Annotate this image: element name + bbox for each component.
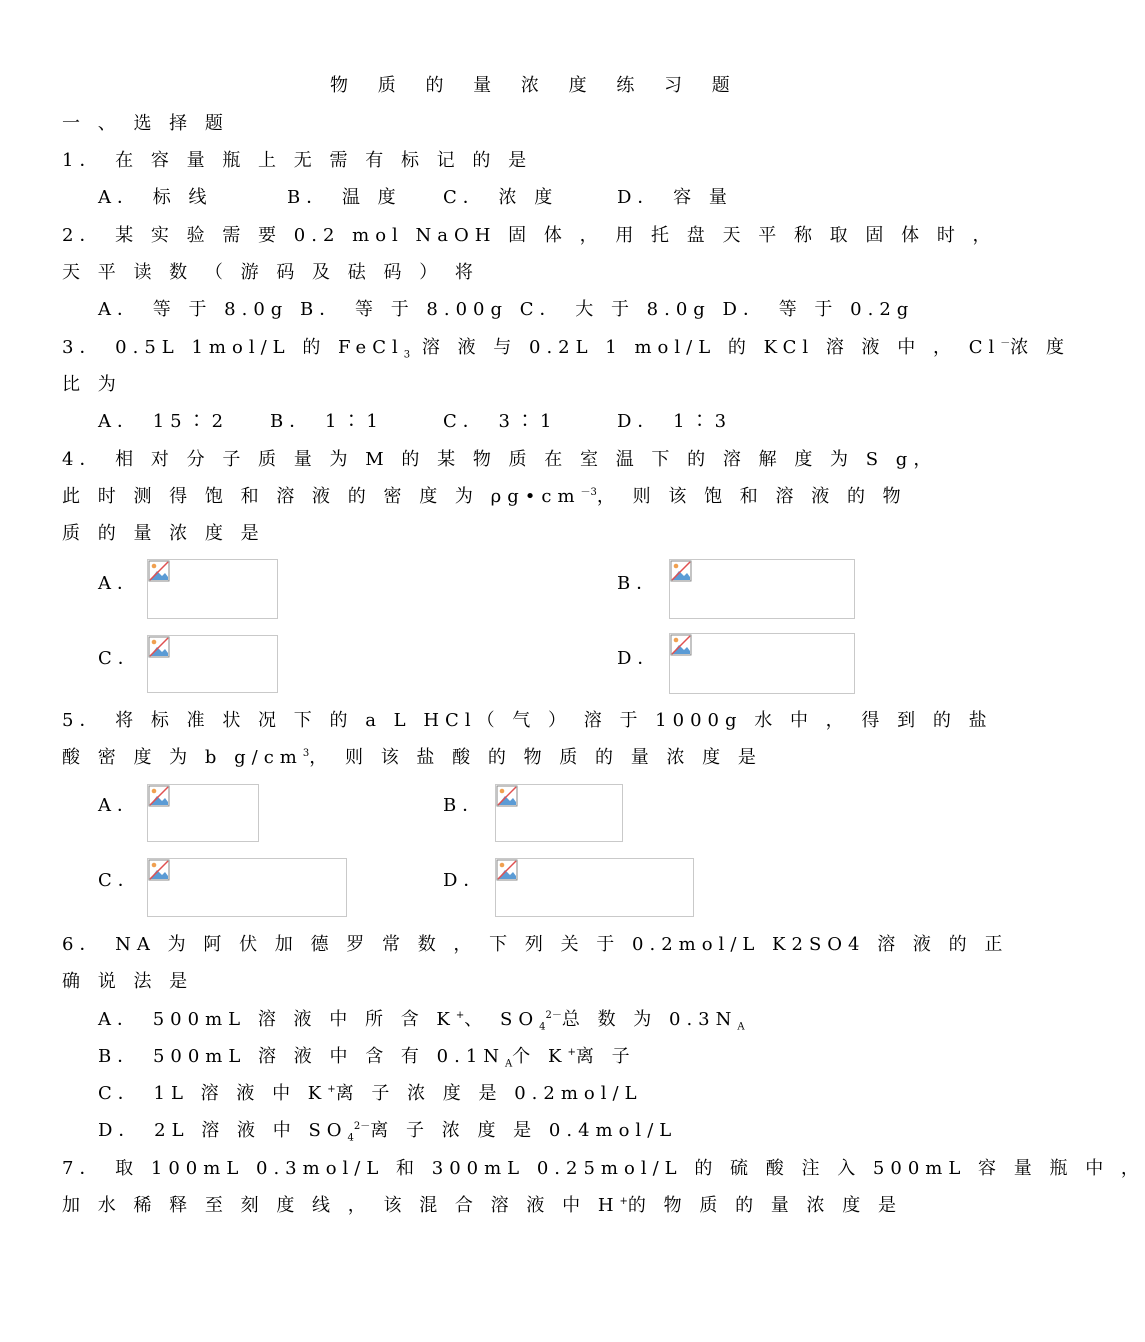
question-2-stem-line2: 天 平 读 数 （ 游 码 及 砝 码 ） 将 — [62, 262, 479, 283]
broken-image-icon — [496, 785, 518, 807]
q5-option-c-formula-image — [147, 858, 347, 917]
question-6-stem-line1: 6． NA 为 阿 伏 加 德 罗 常 数 ， 下 列 关 于 0.2mol/L K2SO4 溶 液 的 正 — [62, 934, 1009, 955]
q6-option-a: A． 500mL 溶 液 中 所 含 K+、 $SO_4^{2-}$总 数 为 $0.3N_A$ — [98, 1009, 745, 1033]
broken-image-icon — [148, 560, 170, 582]
q5-option-b-label: B． — [443, 795, 487, 816]
q4-option-d-label: D． — [617, 648, 662, 669]
page-title: 物 质 的 量 浓 度 练 习 题 — [330, 75, 742, 96]
broken-image-icon — [148, 636, 170, 658]
q6-option-c: C． 1L 溶 液 中 K+离 子 浓 度 是 0.2mol/L — [98, 1083, 643, 1104]
broken-image-icon — [670, 560, 692, 582]
question-1-stem: 1． 在 容 量 瓶 上 无 需 有 标 记 的 是 — [62, 150, 533, 171]
broken-image-icon — [148, 859, 170, 881]
question-4-stem-line2: 此 时 测 得 饱 和 溶 液 的 密 度 为 $\rho g•cm^{-3}$， 则 该 饱 和 溶 液 的 物 — [62, 486, 907, 507]
q4-option-c-label: C． — [98, 648, 142, 669]
section-heading: 一 、 选 择 题 — [62, 113, 229, 134]
q3-option-a: A． 15∶2 — [98, 411, 230, 432]
q6-option-d: D． 2L 溶 液 中 $SO_4^{2-}$离 子 浓 度 是 0.4mol/L — [98, 1120, 678, 1144]
q3-option-c: C． 3∶1 — [443, 411, 558, 432]
q4-option-b-formula-image — [669, 559, 855, 619]
broken-image-icon — [496, 859, 518, 881]
q1-option-c: C． 浓 度 — [443, 187, 559, 208]
q4-option-b-label: B． — [617, 573, 661, 594]
broken-image-icon — [670, 634, 692, 656]
q1-option-d: D． 容 量 — [617, 187, 733, 208]
q5-option-c-label: C． — [98, 870, 142, 891]
q3-option-b: B． 1∶1 — [270, 411, 384, 432]
q2-options: A． 等 于 8.0g B． 等 于 8.00g C． 大 于 8.0g D． 等 于 0.2g — [98, 299, 915, 320]
question-5-stem-line2: 酸 密 度 为 b $g/cm^3$， 则 该 盐 酸 的 物 质 的 量 浓 度 是 — [62, 747, 762, 768]
q1-option-b: B． 温 度 — [287, 187, 402, 208]
question-4-stem-line3: 质 的 量 浓 度 是 — [62, 523, 265, 544]
question-7-stem-line1: 7． 取 100mL 0.3mol/L 和 300mL 0.25mol/L 的 硫 酸 注 入 500mL 容 量 瓶 中 ， — [62, 1158, 1145, 1179]
q1-option-a: A． 标 线 — [98, 187, 213, 208]
question-5-stem-line1: 5． 将 标 准 状 况 下 的 a L HCl（ 气 ） 溶 于 1000g 水 中 ， 得 到 的 盐 — [62, 710, 993, 731]
q4-option-a-formula-image — [147, 559, 278, 619]
q4-option-c-formula-image — [147, 635, 278, 693]
q5-option-d-formula-image — [495, 858, 694, 917]
q3-option-d: D． 1∶3 — [617, 411, 733, 432]
question-4-stem-line1: 4． 相 对 分 子 质 量 为 M 的 某 物 质 在 室 温 下 的 溶 解 度 为 S g， — [62, 449, 938, 470]
q5-option-a-label: A． — [98, 795, 141, 816]
question-6-stem-line2: 确 说 法 是 — [62, 971, 194, 992]
q6-option-b: B． 500mL 溶 液 中 含 有 $0.1N_A$个 K+离 子 — [98, 1046, 636, 1070]
q4-option-a-label: A． — [98, 573, 141, 594]
q5-option-a-formula-image — [147, 784, 259, 842]
question-3-stem-line1: 3． 0.5L 1mol/L 的 FeCl$_3$ 溶 液 与 0.2L 1 mol/L 的 KCl 溶 液 中 ， Cl－浓 度 — [62, 337, 1070, 361]
question-3-stem-line2: 比 为 — [62, 374, 122, 395]
question-2-stem-line1: 2． 某 实 验 需 要 0.2 mol NaOH 固 体 ， 用 托 盘 天 平 称 取 固 体 时 ， — [62, 225, 997, 246]
q5-option-d-label: D． — [443, 870, 488, 891]
q4-option-d-formula-image — [669, 633, 855, 694]
broken-image-icon — [148, 785, 170, 807]
question-7-stem-line2: 加 水 稀 释 至 刻 度 线 ， 该 混 合 溶 液 中 H+的 物 质 的 量 浓 度 是 — [62, 1195, 902, 1216]
q5-option-b-formula-image — [495, 784, 623, 842]
